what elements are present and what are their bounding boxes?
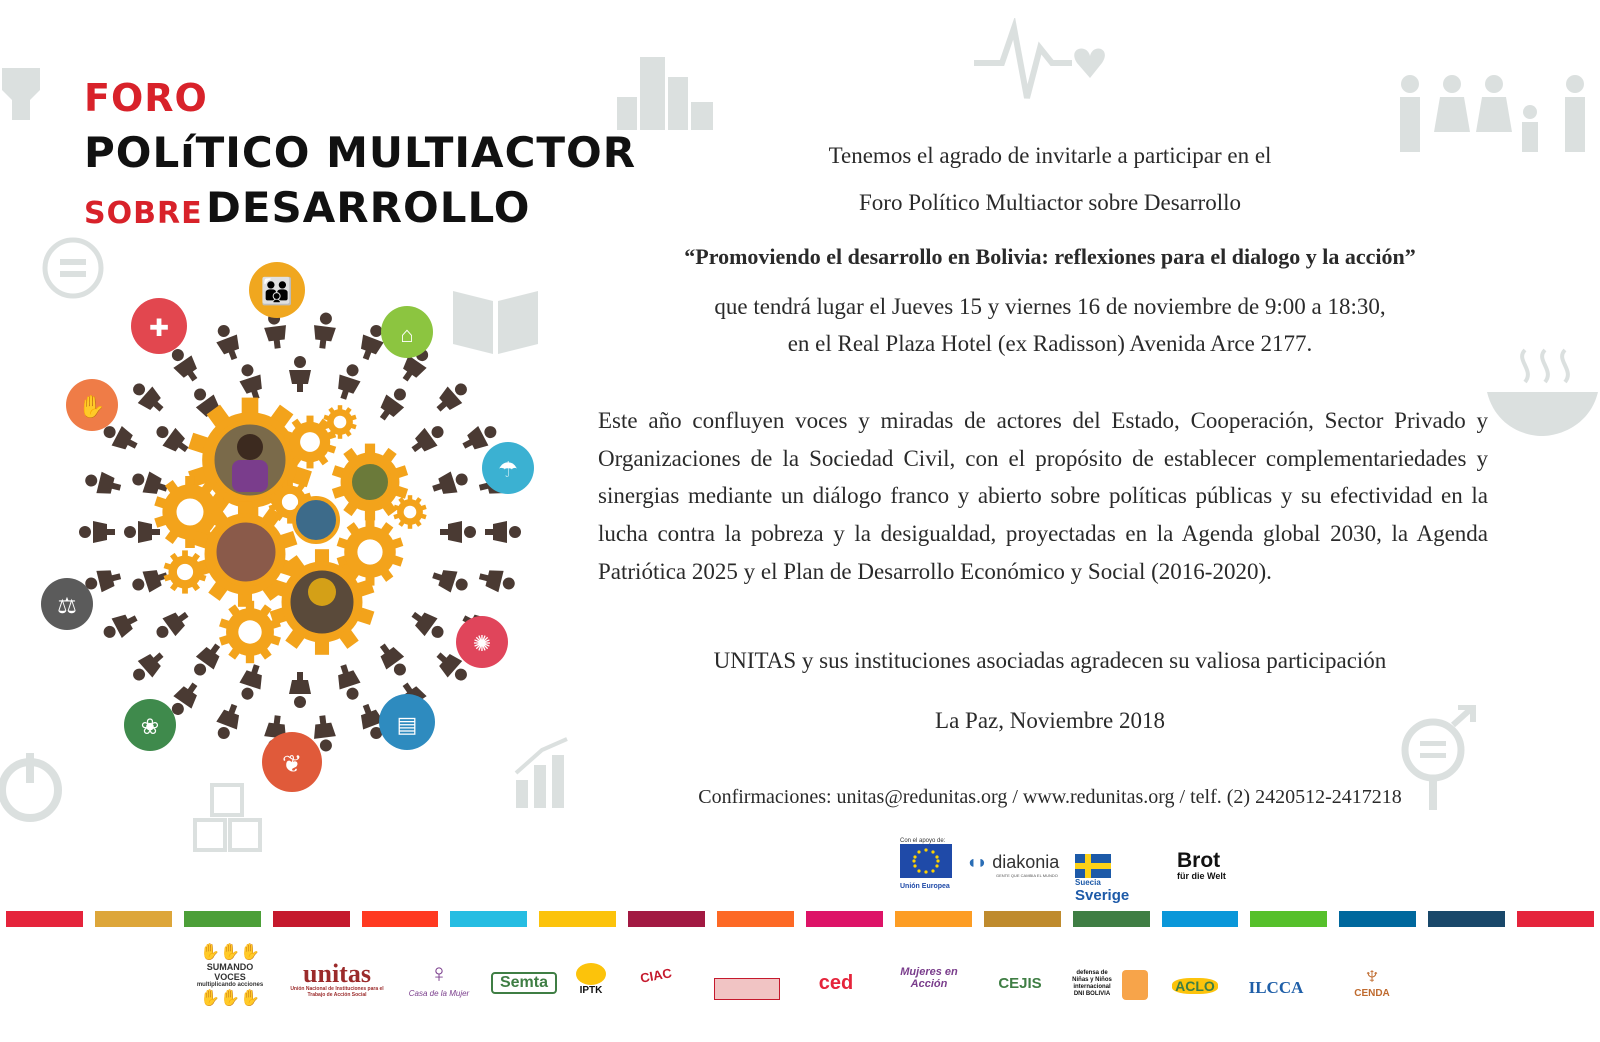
cejis-logo: CEJIS: [998, 975, 1042, 992]
hands-icon: ✋✋✋: [200, 944, 260, 961]
description-paragraph: Este año confluyen voces y miradas de actores del Estado, Cooperación, Sector Privado y Organizaciones de la Sociedad Civil, con el propósito de establecer complementariedades y sinergias mediante un diálogo franco y abierto sobre políticas públicas y su efectividad en la lucha contra la pobreza y la desigualdad, proyectadas en la Agenda global 2030, la Agenda Patriótica 2025 y el Plan de Desarrollo Económico y Social (2016-2020).: [598, 408, 1488, 584]
ciac-logo: CIAC: [639, 965, 673, 986]
stripe-segment: [184, 911, 261, 927]
person-figure-icon: [127, 646, 169, 686]
diakonia-tagline: GENTE QUE CAMBIA EL MUNDO: [996, 873, 1058, 878]
dni-emblem-icon: [1122, 970, 1148, 1000]
stripe-segment: [628, 911, 705, 927]
invitation-line-1: Tenemos el agrado de invitarle a participar en el: [828, 143, 1272, 168]
unitas-name: unitas: [303, 959, 371, 988]
iptk-emblem-icon: [576, 963, 606, 985]
sumando-voces-sub: multiplicando acciones: [196, 982, 264, 988]
woman-icon: ♀: [429, 958, 449, 988]
svg-text:▤: ▤: [396, 712, 418, 737]
person-figure-icon: [79, 521, 115, 543]
svg-text:❦: ❦: [281, 752, 303, 778]
person-figure-icon: [211, 321, 244, 362]
dni-line-1: defensa de: [1076, 970, 1108, 976]
stripe-segment: [1428, 911, 1505, 927]
stripe-segment: [1250, 911, 1327, 927]
background-city-icon: [612, 52, 717, 132]
person-figure-icon: [235, 662, 267, 703]
stripe-segment: [806, 911, 883, 927]
person-figure-icon: [373, 639, 412, 681]
person-figure-icon: [129, 467, 170, 499]
person-figure-icon: [289, 356, 311, 392]
person-figure-icon: [333, 361, 365, 402]
stripe-segment: [895, 911, 972, 927]
hands-icon-bottom: ✋✋✋: [200, 990, 260, 1007]
brot-name: Brot: [1177, 849, 1221, 872]
person-figure-icon: [127, 377, 169, 417]
svg-text:👪: 👪: [260, 277, 294, 306]
person-figure-icon: [373, 383, 412, 425]
stripe-segment: [450, 911, 527, 927]
person-figure-icon: [129, 565, 170, 597]
title-politico-multiactor: POLíTICO MULTIACTOR: [84, 128, 637, 177]
dni-line-3: internacional: [1073, 984, 1111, 990]
person-figure-icon: [99, 608, 141, 644]
background-family-icon: [1390, 72, 1600, 154]
brot-logo: [1177, 851, 1226, 881]
eu-logo: [900, 838, 952, 890]
dni-line-4: DNI BOLIVIA: [1073, 991, 1111, 997]
sweden-flag-icon: [1075, 854, 1111, 878]
aclo-logo: ACLO: [1172, 978, 1218, 994]
stripe-segment: [362, 911, 439, 927]
person-figure-icon: [431, 377, 473, 417]
event-date: que tendrá lugar el Jueves 15 y viernes 16 de noviembre de 9:00 a 18:30,: [714, 294, 1386, 319]
contact-line: [600, 786, 1500, 809]
svg-text:✚: ✚: [148, 316, 170, 342]
stripe-segment: [717, 911, 794, 927]
sweden-label: Suecia: [1075, 878, 1101, 887]
unitas-full-name: Unión Nacional de Instituciones para el Trabajo de Acción Social: [290, 986, 384, 998]
person-figure-icon: [477, 566, 517, 596]
thanks-text: UNITAS y sus instituciones asociadas agradecen su valiosa participación: [713, 648, 1387, 673]
person-figure-icon: [188, 639, 227, 681]
person-figure-icon: [151, 420, 193, 459]
stripe-segment: [1073, 911, 1150, 927]
person-figure-icon: [124, 521, 160, 543]
stripe-segment: [273, 911, 350, 927]
eu-support-label: Con el apoyo de:: [900, 838, 946, 844]
person-figure-icon: [289, 672, 311, 708]
gears: [154, 398, 426, 664]
stripe-segment: [539, 911, 616, 927]
person-figure-icon: [83, 468, 123, 498]
background-hand-icon: [0, 60, 50, 130]
people-gears-illustration: [40, 262, 560, 802]
stripe-segment: [1339, 911, 1416, 927]
title-foro: FORO: [84, 76, 208, 120]
contact-text: Confirmaciones: unitas@redunitas.org / www.redunitas.org / telf. (2) 2420512-2417218: [698, 786, 1402, 808]
person-figure-icon: [430, 565, 471, 597]
iptk-name: IPTK: [579, 985, 603, 996]
place-date: La Paz, Noviembre 2018: [935, 708, 1165, 733]
background-heartbeat-icon: [972, 18, 1112, 108]
semta-logo: Semta: [491, 972, 557, 994]
svg-text:⚖: ⚖: [57, 593, 77, 618]
gear-icon: [219, 601, 281, 663]
diakonia-name: diakonia: [992, 852, 1060, 872]
gear-icon: [393, 495, 426, 529]
cenda-name: CENDA: [1354, 988, 1390, 999]
svg-text:❀: ❀: [140, 714, 160, 739]
svg-text:✋: ✋: [78, 394, 106, 419]
iptk-logo: [571, 963, 611, 996]
dni-line-2: Niñas y Niños: [1072, 977, 1112, 983]
background-bowl-icon: [1485, 340, 1600, 440]
stripe-segment: [984, 911, 1061, 927]
title-desarrollo: DESARROLLO: [206, 183, 531, 232]
person-figure-icon: [333, 662, 365, 703]
diakonia-logo: [966, 852, 1059, 878]
person-figure-icon: [211, 701, 244, 742]
invitation-line-2: Foro Político Multiactor sobre Desarrollo: [859, 190, 1241, 215]
casa-mujer-name: Casa de la Mujer: [408, 989, 470, 998]
ilcca-logo: ILCCA: [1248, 978, 1304, 997]
mujeres-accion-logo: Mujeres en Acción: [900, 966, 958, 990]
gear-icon: [164, 550, 207, 593]
partner-logo-pink: [714, 978, 780, 1000]
ced-logo: ced: [818, 972, 854, 994]
sumando-voces-logo: [190, 942, 270, 1008]
stripe-segment: [6, 911, 83, 927]
event-venue: en el Real Plaza Hotel (ex Radisson) Avenida Arce 2177.: [787, 331, 1313, 356]
svg-text:✺: ✺: [472, 631, 492, 656]
casa-mujer-logo: [404, 958, 474, 998]
dni-bolivia-logo: [1064, 970, 1120, 998]
title-sobre: SOBRE: [84, 196, 203, 231]
stripe-segment: [1517, 911, 1594, 927]
person-figure-icon: [235, 361, 267, 402]
person-figure-icon: [407, 605, 449, 644]
svg-text:⌂: ⌂: [400, 322, 414, 347]
eu-flag-icon: [900, 844, 952, 878]
stripe-segment: [1162, 911, 1239, 927]
svg-text:☂: ☂: [498, 457, 518, 482]
person-figure-icon: [311, 311, 337, 349]
person-figure-icon: [151, 605, 193, 644]
person-figure-icon: [430, 467, 471, 499]
diakonia-icon: ◖◗: [966, 852, 988, 872]
brot-subname: für die Welt: [1177, 871, 1226, 881]
event-headline: “Promoviendo el desarrollo en Bolivia: reflexiones para el dialogo y la acción”: [684, 244, 1416, 269]
cenda-emblem-icon: ♆: [1362, 960, 1382, 990]
person-figure-icon: [440, 521, 476, 543]
unitas-logo: [282, 959, 392, 998]
eu-name: Unión Europea: [900, 883, 950, 890]
person-figure-icon: [407, 420, 449, 459]
sverige-name: Sverige: [1075, 887, 1130, 904]
stripe-segment: [95, 911, 172, 927]
sdg-color-stripe: [0, 911, 1600, 927]
sverige-logo: [1075, 854, 1129, 904]
cenda-logo: [1350, 962, 1394, 999]
person-figure-icon: [485, 521, 521, 543]
sumando-voces-text: SUMANDO VOCES: [206, 962, 254, 982]
